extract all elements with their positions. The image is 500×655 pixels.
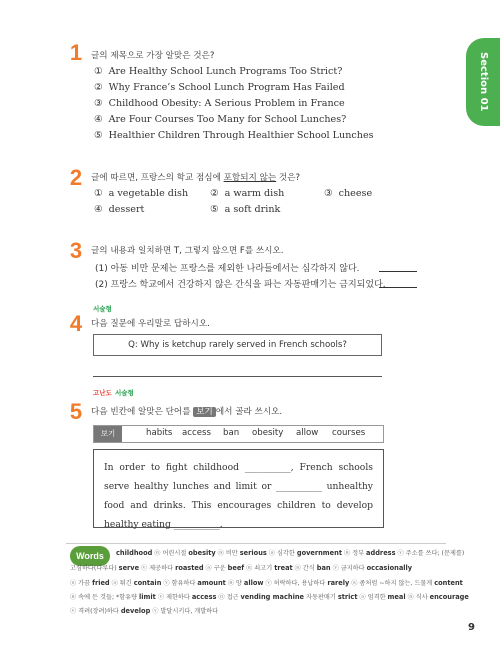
vocab-word: obesity [188,549,216,557]
descriptive-tag: 서술형 [93,305,112,313]
vocab-word: access [191,593,217,601]
word-bank-word: ban [223,428,240,438]
q2-choice-4[interactable] [94,204,144,215]
question-3-prompt: 글의 내용과 일치하면 T, 그렇지 않으면 F를 쓰시오. [91,246,284,256]
word-bank-word: habits [146,428,173,438]
vocab-meaning: ⓝ 식사 [407,594,428,601]
vocab-meaning: ⓝ 양 [227,580,242,587]
tf-answer-blank-2[interactable] [379,287,417,288]
vocab-word: beef [227,564,245,572]
vocab-meaning: ⓐ 좀처럼 ~하지 않는, 드물게 [351,580,433,587]
word-bank-box [93,425,384,443]
choice-text: cheese [338,188,373,199]
vocab-word: government [296,549,342,557]
vocab-meaning: ⓐ 튀긴 [111,580,132,587]
words-line [70,592,469,601]
q2-choice-5[interactable] [210,204,280,215]
tf-answer-blank-1[interactable] [379,271,417,272]
vocab-word: vending machine [240,593,305,601]
choice-mark: ① [94,66,103,77]
words-logo: Words [70,546,110,566]
tf-item-2: (2) 프랑스 학교에서 건강하지 않은 간식을 파는 자동판매기는 금지되었다. [95,280,386,290]
vocab-meaning: ⓝ 비만 [217,550,238,557]
vocab-word: encourage [429,593,469,601]
vocab-meaning: 고심하다(다루다) [70,565,117,572]
vocab-word: strict [337,593,358,601]
q2-choice-2[interactable] [210,188,284,199]
tf-item-1: (1) 아동 비만 문제는 프랑스를 제외한 나라들에서는 심각하지 않다. [95,264,360,274]
prompt-text: 것은? [276,173,301,183]
vocab-word: rarely [327,579,350,587]
vocab-meaning: ⓝ 속에 든 것들; *함유량 [70,594,138,601]
words-line [116,548,464,557]
choice-text: Healthier Children Through Healthier School Lunches [108,130,374,141]
q1-choice-1[interactable] [94,66,342,77]
vocab-word: meal [387,593,406,601]
bogi-inline-box: 보기 [193,407,216,417]
choice-text: Are Healthy School Lunch Programs Too Strict? [108,66,343,77]
words-line [70,563,412,572]
word-bank-word: allow [296,428,319,438]
vocab-word: content [434,579,463,587]
vocab-word: ban [316,564,331,572]
vocab-meaning: ⓥ 허락하다, 용납하다 [265,580,326,587]
choice-text: a warm dish [224,188,285,199]
vocab-meaning: ⓥ 함유하다 [163,580,196,587]
question-5-prompt [91,405,282,417]
question-4-box: Q: Why is ketchup rarely served in French schools? [93,334,382,356]
vocab-word: fried [92,579,110,587]
question-2-prompt [91,171,300,183]
vocab-word: childhood [116,549,153,557]
vocab-meaning: ⓥ 제한하다 [157,594,190,601]
vocab-word: limit [139,593,156,601]
choice-text: a vegetable dish [108,188,189,199]
word-bank-word: obesity [252,428,284,438]
question-1-number: 1 [69,40,83,65]
word-bank-word: access [182,428,211,438]
vocab-word: occasionally [366,564,413,572]
word-bank-word: courses [332,428,366,438]
choice-text: Are Four Courses Too Many for School Lunches? [108,114,347,125]
vocab-meaning: ⓝ 접근 [218,594,239,601]
vocab-meaning: ⓐ 가끔 [70,580,91,587]
vocab-meaning: ⓐ 엄격한 [359,594,386,601]
q1-choice-4[interactable] [94,114,346,125]
words-line [70,578,463,587]
choice-mark: ② [210,188,219,199]
vocab-meaning: ⓐ 구운 [205,565,226,572]
choice-mark: ③ [324,188,333,199]
vocab-meaning: ⓥ 제공하다 [141,565,174,572]
choice-mark: ⑤ [94,130,103,141]
prompt-emphasis: 포함되지 않는 [223,173,277,183]
choice-mark: ④ [94,204,103,215]
prompt-text: 에서 골라 쓰시오. [215,407,283,417]
page-number: 9 [468,622,475,633]
choice-mark: ⑤ [210,204,219,215]
word-bank-label: 보기 [94,426,122,442]
vocab-meaning: ⓥ 발달시키다, 개발하다 [152,608,219,615]
choice-mark: ② [94,82,103,93]
words-divider [66,543,446,544]
vocab-meaning: ⓝ 어린시절 [154,550,187,557]
vocab-meaning: 자동판매기 [305,594,336,601]
q2-choice-3[interactable] [324,188,372,199]
vocab-word: contain [133,579,162,587]
vocab-word: treat [274,564,293,572]
vocab-meaning: ⓥ 금지하다 [332,565,365,572]
vocab-meaning: ⓥ 주소를 쓰다; (문제를) [397,550,465,557]
difficulty-tag: 고난도 [93,389,112,397]
vocab-word: roasted [175,564,204,572]
q1-choice-3[interactable] [94,98,345,109]
vocab-meaning: ⓐ 심각한 [268,550,295,557]
question-4-prompt: 다음 질문에 우리말로 답하시오. [91,319,210,329]
q2-choice-1[interactable] [94,188,188,199]
vocab-word: serious [239,549,267,557]
choice-text: a soft drink [224,204,281,215]
vocab-word: allow [243,579,264,587]
fill-in-passage-box [93,449,384,528]
question-1-prompt: 글의 제목으로 가장 알맞은 것은? [91,51,215,61]
vocab-word: develop [120,607,151,615]
vocab-meaning: ⓝ 간식 [294,565,315,572]
prompt-text: 글에 따르면, 프랑스의 학교 점심에 [91,173,224,183]
vocab-word: address [366,549,396,557]
q1-choice-2[interactable] [94,82,345,93]
choice-mark: ③ [94,98,103,109]
vocab-word: serve [118,564,140,572]
choice-text: dessert [108,204,145,215]
q1-choice-5[interactable] [94,130,374,141]
vocab-meaning: ⓝ 정부 [343,550,365,557]
question-2-number: 2 [69,165,83,190]
section-tab [466,38,500,126]
vocab-word: amount [197,579,226,587]
choice-text: Childhood Obesity: A Serious Problem in France [108,98,345,109]
descriptive-tag: 서술형 [115,389,134,397]
choice-mark: ④ [94,114,103,125]
question-4-answer-line[interactable] [93,376,382,377]
vocab-meaning: ⓝ 쇠고기 [246,565,273,572]
prompt-text: 다음 빈칸에 알맞은 단어를 [91,407,194,417]
choice-mark: ① [94,188,103,199]
choice-text: Why France’s School Lunch Program Has Failed [108,82,345,93]
section-tab-label: Section 01 [478,52,489,112]
words-line [70,606,218,615]
vocab-meaning: ⓥ 격려(장려)하다 [70,608,119,615]
question-5-number: 5 [69,399,83,424]
question-3-number: 3 [69,238,83,263]
fill-in-passage: In order to fight childhood __________, French schools serve healthy lunches and limit or __________ unhealthy food and drinks. This encourages children to develop healthy eating __________. [104,462,373,530]
question-4-number: 4 [69,311,83,336]
